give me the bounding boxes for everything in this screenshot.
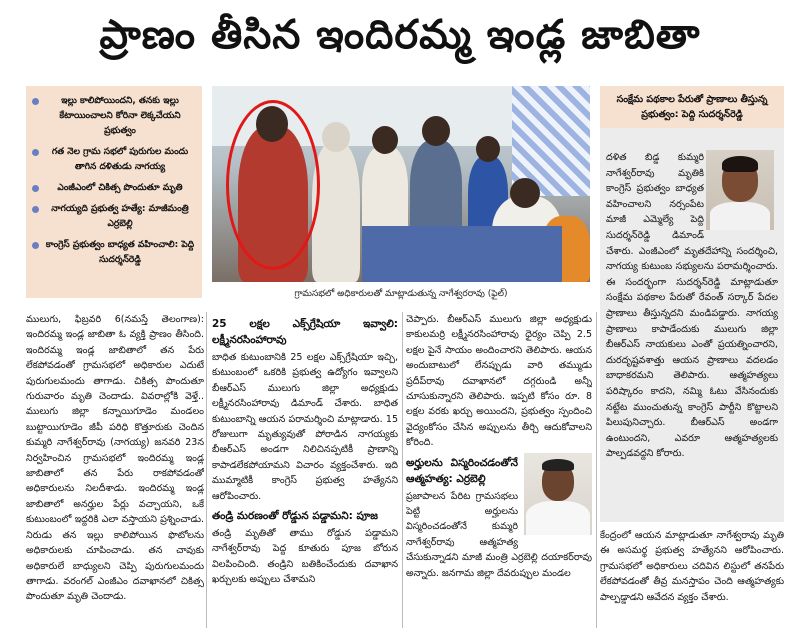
column-divider bbox=[402, 312, 403, 628]
highlights-box bbox=[26, 86, 202, 298]
sidebar-portrait-space bbox=[704, 150, 778, 234]
column-divider bbox=[596, 312, 597, 628]
sidebar-body bbox=[606, 150, 778, 462]
subheading: అర్హులను విస్మరించడంతోనే ఆత్మహత్య: ఎర్రబెల్లి bbox=[406, 456, 518, 485]
photo-person-head bbox=[322, 122, 350, 152]
news-photo bbox=[212, 86, 590, 282]
article-column-2 bbox=[212, 312, 398, 628]
minister-shirt bbox=[526, 501, 590, 535]
sidebar-title: సంక్షేమ పథకాల పేరుతో ప్రాణాలు తీస్తున్న ప్రభుత్వం: పెద్ది సుదర్శన్‌రెడ్డి bbox=[600, 86, 784, 128]
article-text: ప్రజాపాలన పేరిట గ్రామసభలు పెట్టి అర్హులను విస్మరించడంతోనే కుమ్మరి నాగేశ్వర్‌రావు ఆత్మహత్య చేసుకున్నాడని మాజీ మంత్రి ఎర్రబెల్లి దయాకర్‌రావు అన్నారు. జనగామ జిల్లా దేవరుప్పుల మండల bbox=[406, 490, 592, 579]
highlight-item: కాంగ్రెస్ ప్రభుత్వం బాధ్యత వహించాలి: పెద్ది సుదర్శన్‌రెడ్డి bbox=[32, 238, 196, 268]
sidebar-box bbox=[600, 86, 784, 522]
article-column-3 bbox=[406, 312, 592, 628]
sidebar-text: దళిత బిడ్డ కుమ్మరి నాగేశ్వర్‌రావు మృతికి కాంగ్రెస్ ప్రభుత్వం బాధ్యత వహించాలని నర్సంపేట మాజీ ఎమ్మెల్యే పెద్ది సుదర్శన్‌రెడ్డి డిమాండ్ చేశారు. ఎంజీఎంలో మృతదేహాన్ని సందర్శించి, నాగయ్య కుటుంబ సభ్యులను పరామర్శించారు. ఈ సందర్భంగా సుదర్శన్‌రెడ్డి మాట్లాడుతూ సంక్షేమ పథకాల పేరుతో రేవంత్ సర్కార్ పేదల ప్రాణాలు తీస్తున్నదని మండిపడ్డారు. నాగయ్య ప్రాణాలు కాపాడేందుకు ములుగు జిల్లా బీఆర్ఎస్ నాయకులు ఎంతో ప్రయత్నించారని, దురదృష్టవశాత్తు ఆయన ప్రాణాలు వదలడం బాధాకరమని తెలిపారు. ఆత్మహత్యలు పరిష్కారం కాదని, నమ్మి ఓటు వేసినందుకు నట్టేట ముంచుతున్న కాంగ్రెస్ పార్టీని కొట్టాలని పిలుపునిచ్చారు. బీఆర్ఎస్ అండగా ఉంటుందని, ఎవరూ ఆత్మహత్యలకు పాల్పడవద్దని కోరారు. bbox=[606, 152, 778, 460]
article-text: తండ్రి మృతితో తాము రోడ్డున పడ్డామని నాగేశ్వర్‌రావు పెద్ద కూతురు పూజ బోరున విలపించింది. తండ్రిని బతికించేందుకు దవాఖాన ఖర్చులకు అప్పులు చేశామని bbox=[212, 528, 398, 586]
photo-table bbox=[362, 226, 562, 282]
article-column-4 bbox=[600, 528, 784, 628]
article-text: చెప్పారు. బీఆర్ఎస్ ములుగు జిల్లా అధ్యక్షుడు కాకులమర్రి లక్ష్మీనరసింహారావు ధైర్యం చెప్పి 2.5 లక్షల పైనే సాయం అందించారని తెలిపారు. ఆయన అందుబాటులో లేనప్పుడు వారి తమ్ముడు ప్రదీప్‌రావు దవాఖానలో దగ్గరుండి అన్నీ చూసుకున్నారని తెలిపారు. ఇప్పటి కోసం రూ. 8 లక్షల వరకు ఖర్చు అయిందని, ప్రభుత్వం స్పందించి వైద్యంకోసం చేసిన అప్పులను తీర్చి ఆదుకోవాలని కోరింది. bbox=[406, 314, 592, 449]
photo-caption: గ్రామసభలో అధికారులతో మాట్లాడుతున్న నాగేశ్వరరావు (ఫైల్) bbox=[294, 289, 508, 299]
photo-person-head bbox=[476, 136, 500, 162]
minister-portrait bbox=[524, 453, 592, 535]
subheading: తండ్రి మరణంతో రోడ్డున పడ్డామని: పూజ bbox=[212, 510, 378, 523]
photo-person-head bbox=[422, 116, 450, 146]
photo-person-head bbox=[372, 126, 398, 154]
article-text: బాధిత కుటుంబానికి 25 లక్షల ఎక్స్‌గ్రేషియా ఇచ్చి, కుటుంబంలో ఒకరికి ప్రభుత్వ ఉద్యోగం ఇవ్వాలని బీఆర్ఎస్ ములుగు జిల్లా అధ్యక్షుడు లక్ష్మీనరసింహారావు డిమాండ్ చేశారు. బాధిత కుటుంబాన్ని ఆయన పరామర్శించి మాట్లాడారు. 15 రోజులుగా మృత్యువుతో పోరాడిన నాగయ్యకు బీఆర్ఎస్ అండగా నిలిచినప్పటికీ ప్రాణాన్ని కాపాడలేకపోయామని విచారం వ్యక్తంచేశారు. ఇది ముమ్మాటికీ కాంగ్రెస్ ప్రభుత్వ హత్యేనని ఆరోపించారు. bbox=[212, 352, 398, 502]
column-divider bbox=[206, 312, 207, 628]
highlight-item: ఎంజీఎంలో చికిత్స పొందుతూ మృతి bbox=[32, 181, 196, 196]
highlight-item: నాగయ్యది ప్రభుత్వ హత్యే: మాజీమంత్రి ఎర్రబెల్లి bbox=[32, 202, 196, 232]
minister-hair bbox=[542, 459, 574, 471]
highlight-item: ఇల్లు కాలిపోయిందని, తనకు ఇల్లు కేటాయించాలని కోరినా లెక్కచేయని ప్రభుత్వం bbox=[32, 94, 196, 139]
headline: ప్రాణం తీసిన ఇందిరమ్మ ఇండ్ల జాబితా bbox=[99, 12, 701, 58]
article-text: కేంద్రంలో ఆయన మాట్లాడుతూ నాగేశ్వరావు మృతి ఈ అసమర్థ ప్రభుత్వ హత్యేనని ఆరోపించారు. గ్రామసభలో అధికారులు చదివిన లిస్టులో తనపేరు లేకపోవడంతో తీవ్ర మనస్తాపం చెంది ఆత్మహత్యకు పాల్పడ్డాడని ఆవేదన వ్యక్తం చేశారు. bbox=[600, 530, 784, 603]
highlight-circle bbox=[226, 100, 320, 270]
photo-person bbox=[312, 142, 360, 282]
subheading: 25 లక్షల ఎక్స్‌గ్రేషియా ఇవ్వాలి: లక్ష్మీనరసింహారావు bbox=[212, 318, 398, 346]
photo-person-head bbox=[510, 178, 540, 208]
article-text: ములుగు, ఫిబ్రవరి 6(నమస్తే తెలంగాణ): ఇందిరమ్మ ఇండ్ల జాబితా ఓ వ్యక్తి ప్రాణం తీసింది. ఇందిరమ్మ ఇండ్ల జాబితాలో తన పేరు లేకపోవడంతో గ్రామసభలో అధికారుల ఎదుటే పురుగులమందు తాగాడు. చికిత్స పొందుతూ గురువారం మృతి చెందాడు. వివరాల్లోకి వెళ్తే.. ములుగు జిల్లా కన్నాయిగూడెం మండలం బుట్టాయిగూడెం జీపీ పరిధి కొత్తూరుకు చెందిన కుమ్మరి నాగేశ్వర్‌రావు (నాగయ్య) జనవరి 23న నిర్వహించిన గ్రామసభలో ఇందిరమ్మ ఇండ్ల జాబితాలో తన పేరు రాకపోవడంతో అధికారులను నిలదీశాడు. ఇందిరమ్మ ఇండ్ల జాబితాలో అనర్హుల పేర్లు వచ్చాయని, ఒకే కుటుంబంలో ఇద్దరికి ఎలా వస్తాయని ప్రశ్నించాడు. నిరుడు తన ఇల్లు కాలిపోయిన ఫొటోలను అధికారులకు చూపించాడు. తన చావుకు అధికారులే బాధ్యులని చెప్పి పురుగులమందు తాగాడు. వరంగల్ ఎంజీఎం దవాఖానలో చికిత్స పొందుతూ మృతి చెందాడు. bbox=[26, 314, 204, 603]
highlight-item: గత నెల గ్రామ సభలో పురుగుల మందు తాగిన దళితుడు నాగయ్య bbox=[32, 145, 196, 175]
article-column-1 bbox=[26, 312, 204, 628]
